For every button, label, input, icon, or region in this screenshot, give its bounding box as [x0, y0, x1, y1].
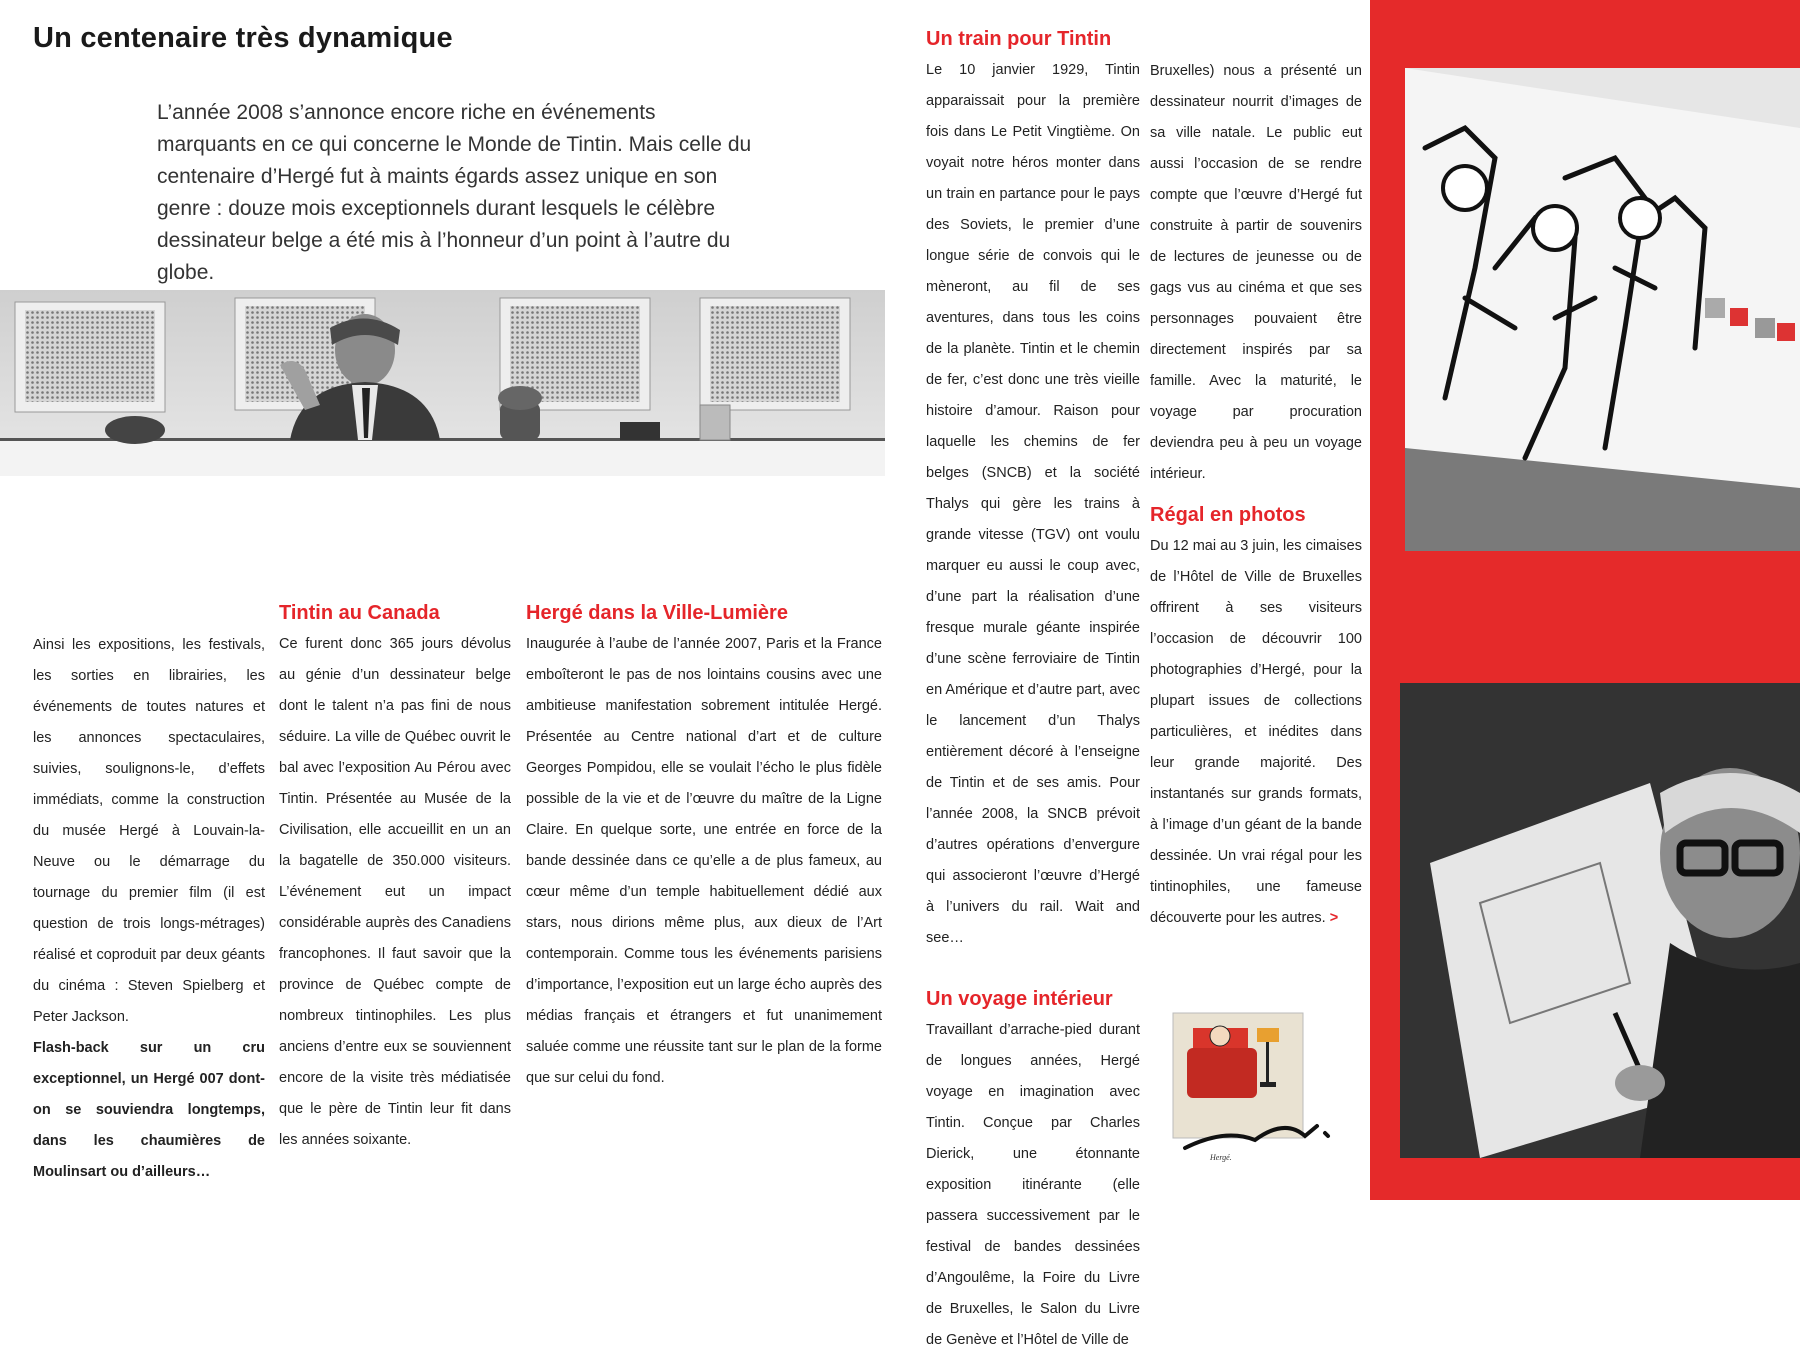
tintin-mural-photo	[1405, 68, 1800, 551]
column-1-text: Ainsi les expositions, les festivals, les sorties en librairies, les événements de toutes natures et les annonces spectaculaires, suivies, soulignons-le, d’effets immédiats, comme la construction du musée Hergé à Louvain-la-Neuve ou le démarrage du tournage du premier film (il est question de trois longs-métrages) réalisé et coproduit par deux géants du cinéma : Steven Spielberg et Peter Jackson.	[33, 637, 265, 1025]
column-1	[33, 630, 265, 1188]
heading-un-train-pour-tintin: Un train pour Tintin	[926, 28, 1112, 50]
logo-signature: Hergé.	[1210, 1153, 1232, 1162]
column-4	[926, 24, 1140, 1356]
heading-regal-en-photos: Régal en photos	[1150, 504, 1306, 526]
column-4-text: Le 10 janvier 1929, Tintin apparaissait pour la première fois dans Le Petit Vingtième. On voyait notre héros monter dans un train en partance pour le pays des Soviets, le premier d’une longue série de convois qui le mèneront, au fil de ses aventures, dans tous les coins de la planète. Tintin et le chemin de fer, c’est donc une très vieille histoire d’amour. Raison pour laquelle les chemins de fer belges (SNCB) et la société Thalys qui gère les trains à grande vitesse (TGV) ont voulu marquer eu aussi le coup avec, d’une part la réalisation d’une fresque murale géante inspirée d’une scène ferroviaire de Tintin en Amérique et d’autre part, avec le lancement d’un Thalys entièrement décoré à l’enseigne de Tintin et de ses amis. Pour l’année 2008, la SNCB prévoit d’autres opérations d’envergure qui associeront l’œuvre d’Hergé à l’univers du rail. Wait and see…	[926, 62, 1140, 946]
herge-desk-photo	[0, 290, 885, 476]
heading-un-voyage-interieur: Un voyage intérieur	[926, 988, 1113, 1010]
column-5-text-2: Du 12 mai au 3 juin, les cimaises de l’Hôtel de Ville de Bruxelles offrirent à ses visiteurs l’occasion de découvrir 100 photographies d’Hergé, pour la plupart issues de collections particulières, et inédites dans leur grande majorité. Des instantanés sur grands formats, à l’image d’un géant de la bande dessinée. Un vrai régal pour les tintinophiles, une fameuse découverte pour les autres. >	[1150, 538, 1362, 926]
heading-tintin-au-canada: Tintin au Canada	[279, 602, 440, 624]
herge-drawing-photo	[1400, 683, 1800, 1158]
heading-herge-ville-lumiere: Hergé dans la Ville-Lumière	[526, 602, 788, 624]
column-5-text: Bruxelles) nous a présenté un dessinateur nourrit d’images de sa ville natale. Le public eut aussi l’occasion de se rendre compte que l’œuvre d’Hergé fut construite à partir de souvenirs de lectures de jeunesse ou de gags vus au cinéma et que ses personnages pouvaient être directement inspirés par sa famille. Avec la maturité, le voyage par procuration deviendra peu à peu un voyage intérieur.	[1150, 63, 1362, 482]
column-3-text: Inaugurée à l’aube de l’année 2007, Paris et la France emboîteront le pas de nos lointains cousins avec une ambitieuse manifestation sobrement intitulée Hergé. Présentée au Centre national d’art et de culture Georges Pompidou, elle se voulait l’écho le plus fidèle possible de la vie et de l’œuvre du maître de la Ligne Claire. En quelque sorte, une entrée en force de la bande dessinée dans ce qu’elle a de plus fameux, au cœur même d’un temple habituellement dédié aux stars, nous dirions même plus, aux dieux de l’Art contemporain. Comme tous les événements parisiens d’importance, l’exposition eut un large écho auprès des médias français et étrangers et fut unanimement saluée comme une réussite tant sur le plan de la forme que sur celui du fond.	[526, 636, 882, 1086]
column-1-lead-bold: Flash-back sur un cru exceptionnel, un Hergé 007 dont-on se souviendra longtemps, dans les chaumières de Moulinsart ou d’ailleurs…	[33, 1040, 265, 1180]
intro-paragraph: L’année 2008 s’annonce encore riche en événements marquants en ce qui concerne le Monde de Tintin. Mais celle du centenaire d’Hergé fut à maints égards assez unique en son genre : douze mois exceptionnels durant lesquels le célèbre dessinateur belge a été mis à l’honneur d’un point à l’autre du globe.	[157, 101, 752, 284]
page-title: Un centenaire très dynamique	[33, 22, 453, 54]
column-2	[279, 598, 511, 1156]
herge-logo	[1165, 1008, 1355, 1168]
column-2-text: Ce furent donc 365 jours dévolus au génie d’un dessinateur belge dont le talent n’a pas fini de nous séduire. La ville de Québec ouvrit le bal avec l’exposition Au Pérou avec Tintin. Présentée au Musée de la Civilisation, elle accueillit en un an la bagatelle de 350.000 visiteurs. L’événement eut un impact considérable auprès des Canadiens francophones. Il faut savoir que la province de Québec compte de nombreux tintinophiles. Les plus anciens d’entre eux se souviennent encore de la visite très médiatisée que le père de Tintin leur fit dans les années soixante.	[279, 636, 511, 1148]
column-4-text-2: Travaillant d’arrache-pied durant de longues années, Hergé voyage en imagination avec Tintin. Conçue par Charles Dierick, une étonnante exposition itinérante (elle passera successivement par le festival de bandes dessinées d’Angoulême, la Foire du Livre de Bruxelles, le Salon du Livre de Genève et l’Hôtel de Ville de	[926, 1022, 1140, 1348]
continue-arrow-icon: >	[1329, 910, 1339, 926]
column-3	[526, 598, 882, 1094]
column-5	[1150, 56, 1362, 934]
